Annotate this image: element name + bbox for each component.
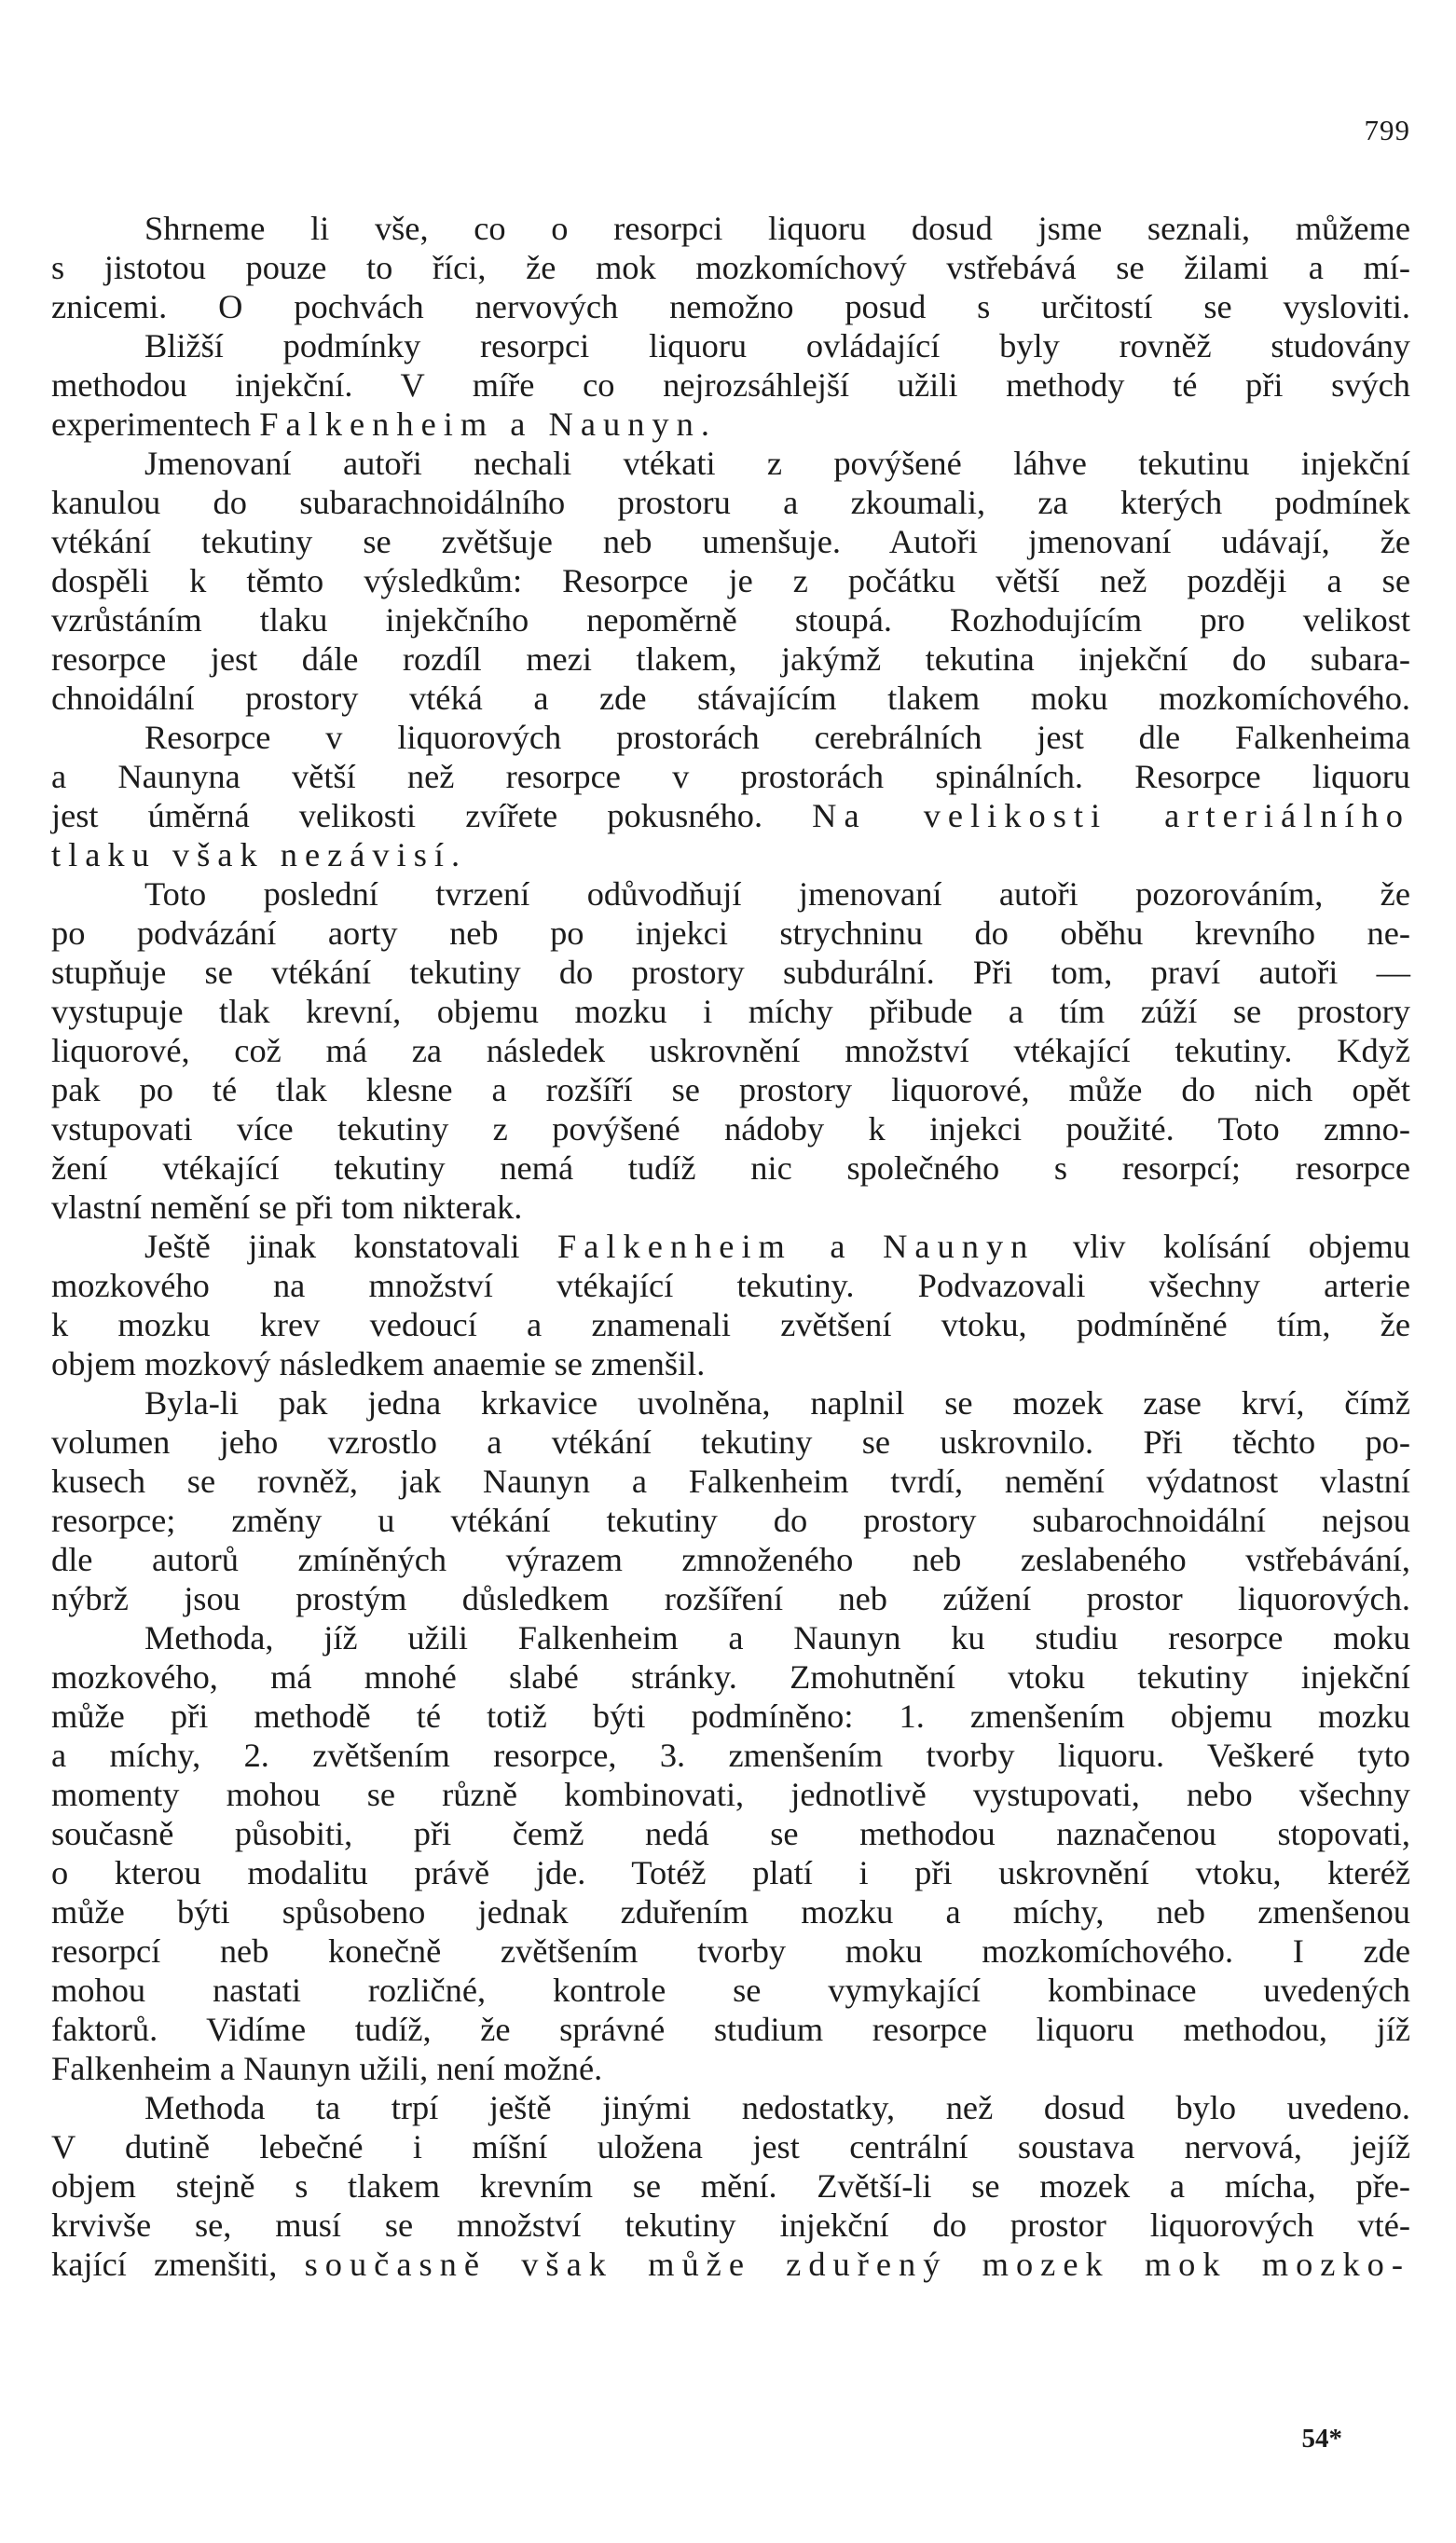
text-line: současně působiti, při čemž nedá se methodou naznačenou stopovati, <box>51 1815 1410 1852</box>
text-line: Methoda ta trpí ještě jinými nedostatky, než dosud bylo uvedeno. <box>144 2089 1410 2126</box>
text-line: liquorové, což má za následek uskrovnění množství vtékající tekutiny. Když <box>51 1032 1410 1069</box>
text-line: dospěli k těmto výsledkům: Resorpce je z počátku větší než později a se <box>51 562 1410 599</box>
text-line: kající zmenšiti, současně však může zduřený mozek mok mozko- <box>51 2246 1410 2283</box>
text-line: znicemi. O pochvách nervových nemožno posud s určitostí se vysloviti. <box>51 288 1410 325</box>
text-line: resorpce; změny u vtékání tekutiny do prostory subarochnoidální nejsou <box>51 1502 1410 1539</box>
text-line: Ještě jinak konstatovali Falkenheim a Naunyn vliv kolísání objemu <box>144 1228 1410 1265</box>
text-line: vstupovati více tekutiny z povýšené nádoby k injekci použité. Toto zmno- <box>51 1110 1410 1148</box>
text-line: k mozku krev vedoucí a znamenali zvětšení vtoku, podmíněné tím, že <box>51 1306 1410 1343</box>
text-line: kusech se rovněž, jak Naunyn a Falkenheim tvrdí, nemění výdatnost vlastní <box>51 1463 1410 1500</box>
text-line: dle autorů zmíněných výrazem zmnoženého neb zeslabeného vstřebávání, <box>51 1541 1410 1578</box>
text-line: pak po té tlak klesne a rozšíří se prostory liquorové, může do nich opět <box>51 1071 1410 1108</box>
spaced-names: Naunyn <box>883 1228 1036 1265</box>
text-line: chnoidální prostory vtéká a zde stávajícím tlakem moku mozkomíchového. <box>51 680 1410 717</box>
emphasis-spaced: Na velikosti arteriálního <box>812 797 1411 834</box>
page-number: 799 <box>1364 114 1410 146</box>
text-line: Bližší podmínky resorpci liquoru ovládající byly rovněž studovány <box>144 327 1410 364</box>
text-line: faktorů. Vidíme tudíž, že správné studium resorpce liquoru methodou, jíž <box>51 2011 1410 2048</box>
spaced-names: Falkenheim <box>556 1228 792 1265</box>
text-line: Falkenheim a Naunyn užili, není možné. <box>51 2050 603 2087</box>
text-line: Resorpce v liquorových prostorách cerebrálních jest dle Falkenheima <box>144 719 1410 756</box>
text-line <box>51 835 1410 874</box>
text-line: Shrneme li vše, co o resorpci liquoru dosud jsme seznali, můžeme <box>144 210 1410 247</box>
text-line: methodou injekční. V míře co nejrozsáhlejší užili methody té při svých <box>51 366 1410 404</box>
text-line: vystupuje tlak krevní, objemu mozku i míchy přibude a tím zúží se prostory <box>51 993 1410 1030</box>
spaced-names: Falkenheim a Naunyn. <box>259 406 717 443</box>
text-line: Methoda, jíž užili Falkenheim a Naunyn ku studiu resorpce moku <box>144 1619 1410 1656</box>
text-line: resorpce jest dále rozdíl mezi tlakem, jakýmž tekutina injekční do subara- <box>51 640 1410 678</box>
text-line: a míchy, 2. zvětšením resorpce, 3. zmenšením tvorby liquoru. Veškeré tyto <box>51 1737 1410 1774</box>
text-line: vzrůstáním tlaku injekčního nepoměrně stoupá. Rozhodujícím pro velikost <box>51 601 1410 639</box>
text-line: stupňuje se vtékání tekutiny do prostory subdurální. Při tom, praví autoři — <box>51 954 1410 991</box>
text-line: mozkového, má mnohé slabé stránky. Zmohutnění vtoku tekutiny injekční <box>51 1658 1410 1696</box>
text-line: kanulou do subarachnoidálního prostoru a zkoumali, za kterých podmínek <box>51 484 1410 521</box>
text-line: nýbrž jsou prostým důsledkem rozšíření neb zúžení prostor liquorových. <box>51 1580 1410 1617</box>
text-line: a Naunyna větší než resorpce v prostorách spinálních. Resorpce liquoru <box>51 758 1410 795</box>
text-line: krvivše se, musí se množství tekutiny injekční do prostor liquorových vté- <box>51 2206 1410 2244</box>
text-line: objem mozkový následkem anaemie se zmenšil. <box>51 1345 706 1382</box>
text-line: resorpcí neb konečně zvětšením tvorby moku mozkomíchového. I zde <box>51 1932 1410 1970</box>
text-line: mozkového na množství vtékající tekutiny. Podvazovali všechny arterie <box>51 1267 1410 1304</box>
body-text <box>51 209 1410 2284</box>
text-line: Jmenovaní autoři nechali vtékati z povýšené láhve tekutinu injekční <box>144 445 1410 482</box>
text-line: momenty mohou se různě kombinovati, jednotlivě vystupovati, nebo všechny <box>51 1776 1410 1813</box>
text-line: Byla-li pak jedna krkavice uvolněna, naplnil se mozek zase krví, čímž <box>144 1384 1410 1422</box>
text-line: objem stejně s tlakem krevním se mění. Zvětší-li se mozek a mícha, pře- <box>51 2167 1410 2205</box>
text-line: mohou nastati rozličné, kontrole se vymykající kombinace uvedených <box>51 1972 1410 2009</box>
text-line: jest úměrná velikosti zvířete pokusného. Na velikosti arteriálního <box>51 797 1411 834</box>
text-line: V dutině lebečné i míšní uložena jest centrální soustava nervová, jejíž <box>51 2128 1410 2165</box>
text-line: o kterou modalitu právě jde. Totéž platí i při uskrovnění vtoku, kteréž <box>51 1854 1410 1891</box>
emphasis-spaced: současně však může zduřený mozek mok mozko- <box>304 2246 1410 2283</box>
text-line: s jistotou pouze to říci, že mok mozkomíchový vstřebává se žilami a mí- <box>51 249 1410 286</box>
text-line: experimentech Falkenheim a Naunyn. <box>51 406 717 443</box>
text-line: po podvázání aorty neb po injekci strychninu do oběhu krevního ne- <box>51 914 1410 952</box>
emphasis-spaced: tlaku však nezávisí. <box>51 836 468 873</box>
text-line: může býti spůsobeno jednak zduřením mozku a míchy, neb zmenšenou <box>51 1893 1410 1931</box>
text-line: volumen jeho vzrostlo a vtékání tekutiny se uskrovnilo. Při těchto po- <box>51 1423 1410 1461</box>
sheet-signature: 54* <box>1301 2424 1342 2454</box>
text-line: vlastní nemění se při tom nikterak. <box>51 1189 523 1226</box>
text-line: vtékání tekutiny se zvětšuje neb umenšuje. Autoři jmenovaní udávají, že <box>51 523 1410 560</box>
text-line: Toto poslední tvrzení odůvodňují jmenovaní autoři pozorováním, že <box>144 875 1410 913</box>
text-line: žení vtékající tekutiny nemá tudíž nic společného s resorpcí; resorpce <box>51 1149 1410 1187</box>
text-line: může při methodě té totiž býti podmíněno: 1. zmenšením objemu mozku <box>51 1698 1410 1735</box>
